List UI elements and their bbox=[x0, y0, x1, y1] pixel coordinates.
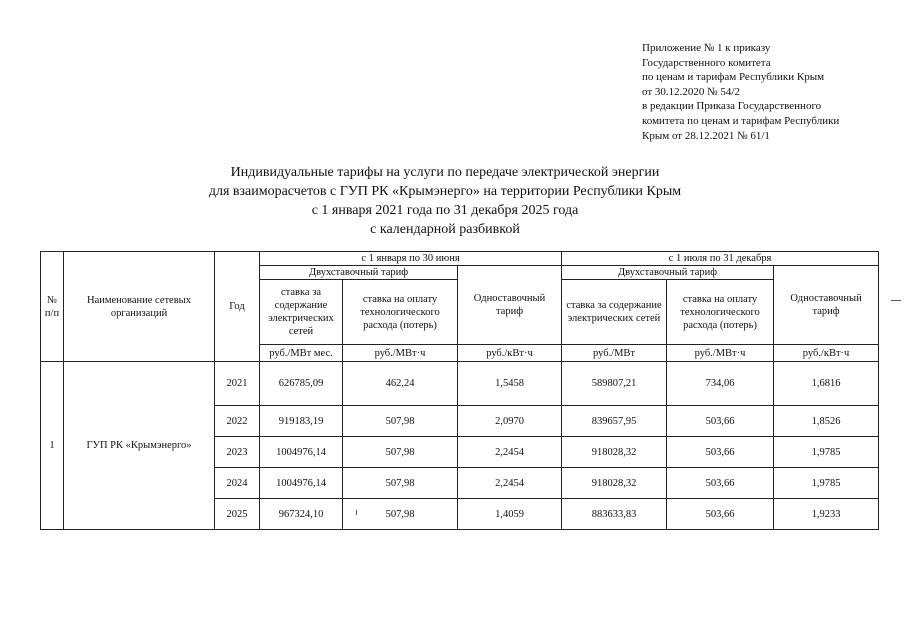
org-number: 1 bbox=[41, 362, 64, 530]
unit-cell: руб./кВт·ч bbox=[774, 345, 879, 362]
table-row bbox=[41, 362, 879, 406]
value-cell: 2,0970 bbox=[458, 406, 562, 437]
value-cell: 589807,21 bbox=[562, 362, 667, 406]
header-maintenance-rate-1: ставка за содержание электрических сетей bbox=[260, 280, 343, 345]
unit-cell: руб./МВт мес. bbox=[260, 345, 343, 362]
tariff-table bbox=[40, 251, 879, 530]
header-two-rate-2: Двухставочный тариф bbox=[562, 266, 774, 280]
value-cell: 1,9233 bbox=[774, 499, 879, 530]
header-loss-rate-2: ставка на оплату технологического расхода (потерь) bbox=[667, 280, 774, 345]
year-cell: 2025 bbox=[215, 499, 260, 530]
value-cell: 1,5458 bbox=[458, 362, 562, 406]
value-cell: 919183,19 bbox=[260, 406, 343, 437]
header-single-rate-2: Одноставочный тариф bbox=[774, 266, 879, 345]
value-cell: 1004976,14 bbox=[260, 468, 343, 499]
value-cell: 503,66 bbox=[667, 406, 774, 437]
appendix-header bbox=[642, 41, 892, 143]
title-line: для взаиморасчетов с ГУП РК «Крымэнерго» на территории Республики Крым bbox=[208, 184, 682, 199]
header-loss-rate-1: ставка на оплату технологического расхода (потерь) bbox=[343, 280, 458, 345]
value-cell: 1,9785 bbox=[774, 437, 879, 468]
value-cell: 462,24 bbox=[343, 362, 458, 406]
appendix-line: в редакции Приказа Государственного bbox=[642, 100, 822, 113]
value-cell: 883633,83 bbox=[562, 499, 667, 530]
value-cell: 503,66 bbox=[667, 437, 774, 468]
unit-cell: руб./МВт bbox=[562, 345, 667, 362]
value-cell: 503,66 bbox=[667, 468, 774, 499]
value-cell: 507,98 bbox=[343, 499, 458, 530]
header-two-rate-1: Двухставочный тариф bbox=[260, 266, 458, 280]
value-cell: 507,98 bbox=[343, 437, 458, 468]
value-cell: 918028,32 bbox=[562, 468, 667, 499]
appendix-line: комитета по ценам и тарифам Республики bbox=[642, 114, 840, 127]
title-line: с 1 января 2021 года по 31 декабря 2025 года bbox=[311, 203, 579, 218]
header-period-1: с 1 января по 30 июня bbox=[260, 252, 562, 266]
header-single-rate-1: Одноставочный тариф bbox=[458, 266, 562, 345]
value-cell: 507,98 bbox=[343, 406, 458, 437]
value-cell: 1,4059 bbox=[458, 499, 562, 530]
year-cell: 2023 bbox=[215, 437, 260, 468]
unit-cell: руб./кВт·ч bbox=[458, 345, 562, 362]
appendix-line: Приложение № 1 к приказу bbox=[642, 42, 771, 54]
scan-margin-mark bbox=[891, 300, 901, 301]
unit-cell: руб./МВт·ч bbox=[343, 345, 458, 362]
value-cell: 1,6816 bbox=[774, 362, 879, 406]
value-cell: 2,2454 bbox=[458, 468, 562, 499]
value-cell: 1,9785 bbox=[774, 468, 879, 499]
scan-artifact-tick bbox=[356, 510, 357, 515]
unit-cell: руб./МВт·ч bbox=[667, 345, 774, 362]
value-cell: 507,98 bbox=[343, 468, 458, 499]
header-year: Год bbox=[215, 252, 260, 362]
title-line: с календарной разбивкой bbox=[370, 222, 520, 237]
year-cell: 2021 bbox=[215, 362, 260, 406]
header-period-2: с 1 июля по 31 декабря bbox=[562, 252, 879, 266]
header-num: № п/п bbox=[41, 252, 64, 362]
org-name: ГУП РК «Крымэнерго» bbox=[64, 362, 215, 530]
value-cell: 967324,10 bbox=[260, 499, 343, 530]
appendix-line: Крым от 28.12.2021 № 61/1 bbox=[642, 129, 770, 142]
appendix-line: от 30.12.2020 № 54/2 bbox=[642, 85, 740, 98]
value-cell: 734,06 bbox=[667, 362, 774, 406]
value-cell: 1,8526 bbox=[774, 406, 879, 437]
value-cell: 1004976,14 bbox=[260, 437, 343, 468]
document-title bbox=[150, 163, 740, 239]
value-cell: 918028,32 bbox=[562, 437, 667, 468]
header-maintenance-rate-2: ставка за содержание электрических сетей bbox=[562, 280, 667, 345]
year-cell: 2024 bbox=[215, 468, 260, 499]
year-cell: 2022 bbox=[215, 406, 260, 437]
value-cell: 503,66 bbox=[667, 499, 774, 530]
header-org-name: Наименование сетевых организаций bbox=[64, 252, 215, 362]
value-cell: 626785,09 bbox=[260, 362, 343, 406]
appendix-line: по ценам и тарифам Республики Крым bbox=[642, 71, 825, 84]
value-cell: 2,2454 bbox=[458, 437, 562, 468]
title-line: Индивидуальные тарифы на услуги по передаче электрической энергии bbox=[230, 165, 660, 180]
appendix-line: Государственного комитета bbox=[642, 56, 771, 69]
value-cell: 839657,95 bbox=[562, 406, 667, 437]
